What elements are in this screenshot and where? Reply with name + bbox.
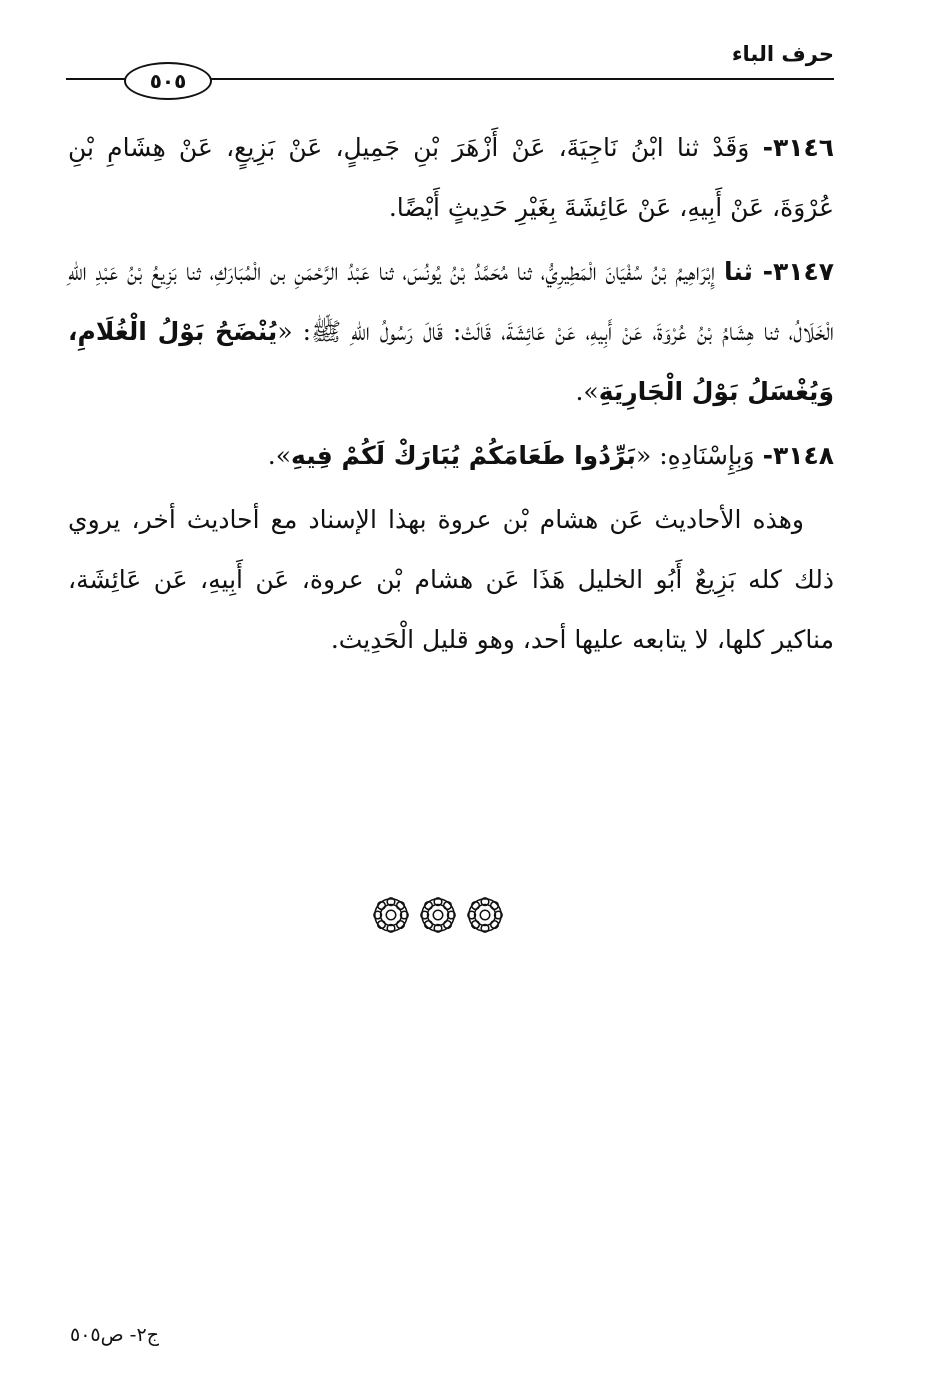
rosette-ornament-icon: [466, 896, 504, 934]
section-end-ornaments: [372, 896, 504, 940]
hadith-number: ٣١٤٧: [772, 257, 834, 286]
hadith-text: وَبِإِسْنَادِهِ: «: [635, 441, 763, 470]
hadith-matn: يُنْضَحُ بَوْلُ الْغُلَامِ، وَيُغْسَلُ بَوْلُ الْجَارِيَةِ: [68, 317, 834, 406]
hadith-text: ».: [575, 377, 599, 406]
hadith-separator: -: [762, 441, 773, 470]
rosette-ornament-icon: [419, 896, 457, 934]
hadith-text: ».: [267, 441, 292, 470]
hadith-text: وَقَدْ ثنا ابْنُ نَاجِيَةَ، عَنْ أَزْهَرَ بْنِ جَمِيلٍ، عَنْ بَزِيعٍ، عَنْ هِشَامِ بْنِ عُرْوَةَ، عَنْ أَبِيهِ، عَنْ عَائِشَةَ بِغَيْرِ حَدِيثٍ أَيْضًا.: [68, 133, 834, 222]
page-number-badge: [124, 62, 212, 100]
hadith-matn: بَرِّدُوا طَعَامَكُمْ يُبَارَكْ لَكُمْ فِيهِ: [291, 441, 636, 470]
hadith-number: ٣١٤٨: [772, 441, 834, 470]
hadith-separator: -: [762, 133, 773, 162]
commentary-paragraph: وهذه الأحاديث عَن هشام بْن عروة بهذا الإسناد مع أحاديث أخر، يروي ذلك كله بَزِيعٌ أَبُو الخليل هَذَا عَن هشام بْن عروة، عَن أَبِيهِ، عَن عَائِشَة، مناكير كلها، لا يتابعه عليها أحد، وهو قليل الْحَدِيث.: [68, 505, 834, 654]
rosette-ornament-icon: [372, 896, 410, 934]
page-number: ٥٠٥: [149, 69, 187, 93]
hadith-separator: -: [762, 257, 773, 286]
main-text: [68, 118, 834, 674]
hadith-text: إِبْرَاهِيمُ بْنُ سُفْيَانَ الْمَطِيرِيُّ، ثنا مُحَمَّدُ بْنُ يُونُسَ، ثنا عَبْدُ الرَّحْمَنِ بن الْمُبَارَكِ، ثنا بَزِيعُ بْنُ عَبْدِ اللهِ الْخَلَالُ، ثنا هِشَامُ بْنُ عُرْوَةَ، عَنْ أَبِيهِ، عَنْ عَائِشَةَ، قَالَتْ: قَالَ رَسُولُ اللهِ ﷺ: «: [68, 257, 834, 346]
hadith-number: ٣١٤٦: [772, 133, 834, 162]
hadith-3146: [68, 118, 834, 238]
volume-page-reference: ج٢- ص٥٠٥: [70, 1324, 159, 1346]
hadith-3147: [68, 242, 834, 422]
hadith-text-bold: ثنا: [723, 257, 763, 286]
hadith-3148: [68, 426, 834, 486]
running-title: حرف الباء: [731, 42, 834, 66]
